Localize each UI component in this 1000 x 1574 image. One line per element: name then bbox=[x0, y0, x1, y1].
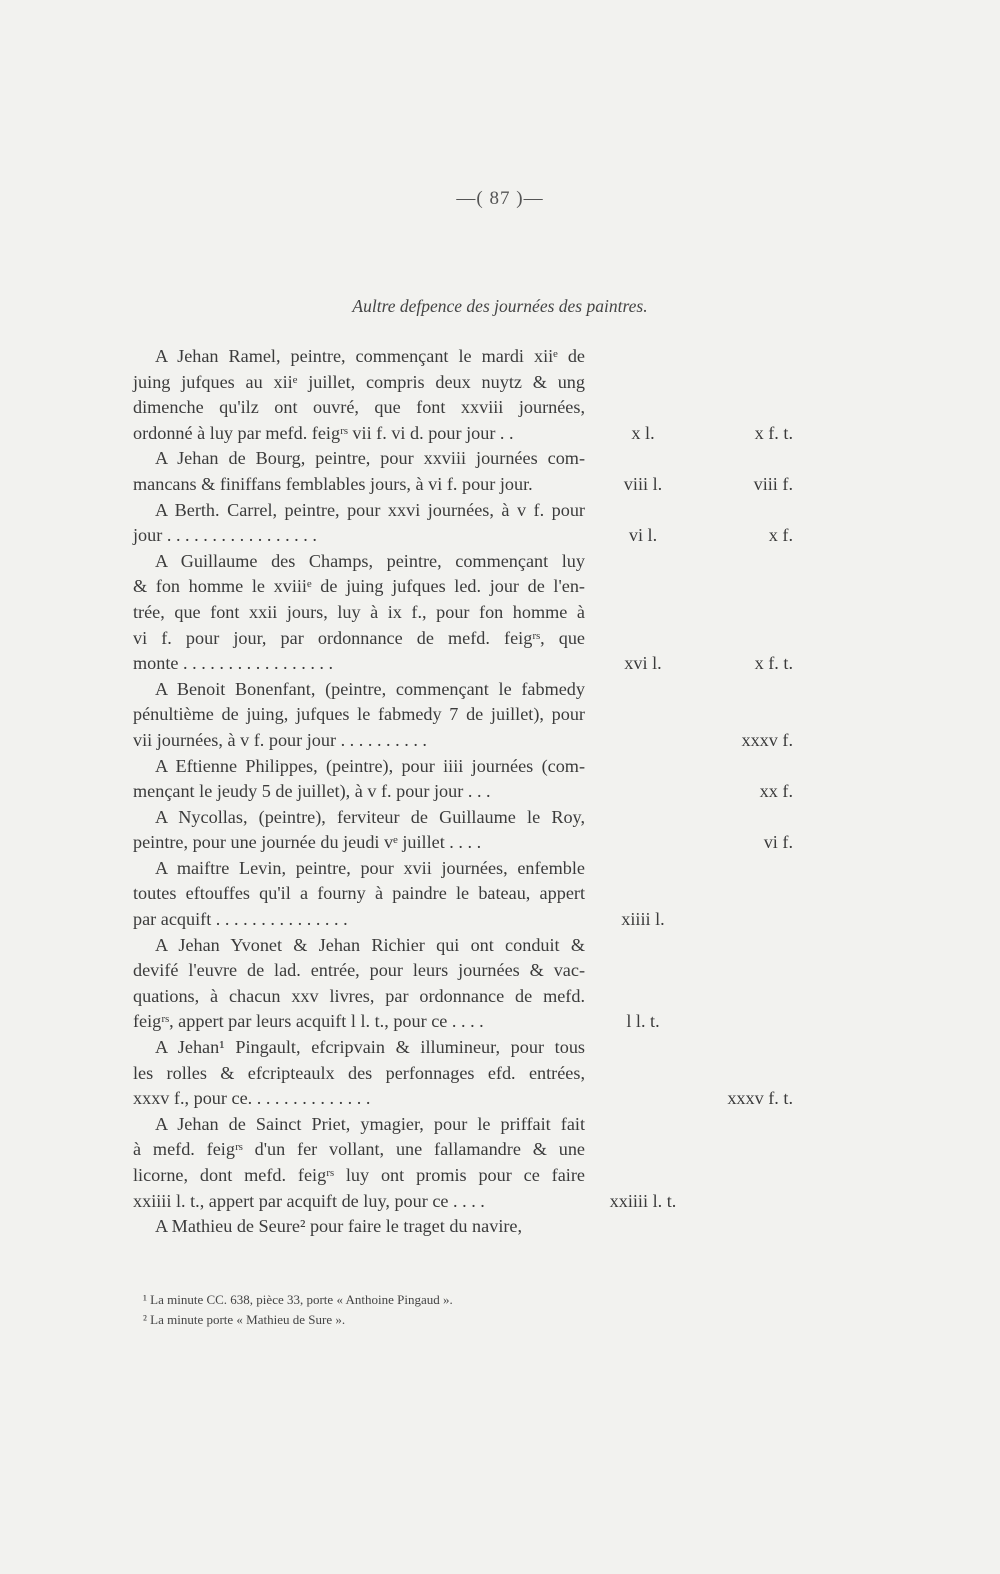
account-entries bbox=[133, 344, 793, 1240]
account-line bbox=[133, 1061, 773, 1087]
account-line bbox=[133, 933, 773, 959]
account-line bbox=[133, 651, 793, 677]
amount-sols: xxxv f. bbox=[741, 729, 793, 750]
line-text: devifé l'euvre de lad. entrée, pour leurs journées & vac- bbox=[133, 960, 585, 981]
line-text: jour . . . . . . . . . . . . . . . . . bbox=[133, 525, 317, 546]
account-line bbox=[133, 728, 793, 754]
amount-sols: x f. t. bbox=[754, 653, 793, 674]
footnotes bbox=[143, 1290, 743, 1330]
line-text: A Jehan de Bourg, peintre, pour xxviii journées com- bbox=[155, 448, 585, 469]
account-line bbox=[133, 1035, 773, 1061]
line-text: quations, à chacun xxv livres, par ordonnance de mefd. bbox=[133, 985, 585, 1006]
account-line bbox=[133, 1112, 773, 1138]
account-line bbox=[133, 549, 773, 575]
account-line bbox=[133, 574, 773, 600]
amount-livres: l l. t. bbox=[626, 1011, 660, 1032]
line-text: feigʳˢ, appert par leurs acquift l l. t., pour ce . . . . bbox=[133, 1011, 484, 1032]
line-text: les rolles & efcripteaulx des perfonnages efd. entrées, bbox=[133, 1062, 585, 1083]
amount-sols: vi f. bbox=[763, 832, 793, 853]
account-line bbox=[133, 1214, 773, 1240]
line-text: mancans & finiffans femblables jours, à vi f. pour jour. bbox=[133, 473, 533, 494]
line-text: vi f. pour jour, par ordonnance de mefd. feigʳˢ, que bbox=[133, 627, 585, 648]
line-text: vii journées, à v f. pour jour . . . . . . . . . . bbox=[133, 729, 427, 750]
account-line bbox=[133, 958, 773, 984]
amount-livres: xxiiii l. t. bbox=[609, 1190, 677, 1211]
line-text: A Nycollas, (peintre), ferviteur de Guillaume le Roy, bbox=[155, 806, 585, 827]
line-text: & fon homme le xviiiᵉ de juing jufques led. jour de l'en- bbox=[133, 576, 585, 597]
account-line bbox=[133, 830, 793, 856]
account-line bbox=[133, 805, 773, 831]
amount-livres: xvi l. bbox=[624, 653, 662, 674]
line-text: A Mathieu de Seure² pour faire le traget du navire, bbox=[155, 1216, 523, 1237]
line-text: xxxv f., pour ce. . . . . . . . . . . . . . bbox=[133, 1088, 371, 1109]
line-text: A Guillaume des Champs, peintre, commençant luy bbox=[155, 550, 585, 571]
account-line bbox=[133, 1086, 793, 1112]
account-line bbox=[133, 1137, 773, 1163]
account-line bbox=[133, 677, 773, 703]
account-line bbox=[133, 1189, 773, 1215]
line-text: dimenche qu'ilz ont ouvré, que font xxviii journées, bbox=[133, 397, 585, 418]
line-text: trée, que font xxii jours, luy à ix f., pour fon homme à bbox=[133, 601, 585, 622]
line-text: mençant le jeudy 5 de juillet), à v f. pour jour . . . bbox=[133, 781, 491, 802]
amount-livres: vi l. bbox=[628, 525, 658, 546]
amount-sols: x f. bbox=[768, 525, 793, 546]
section-heading: Aultre defpence des journées des paintres. bbox=[352, 296, 648, 316]
amount-sols: viii f. bbox=[753, 473, 793, 494]
account-line bbox=[133, 779, 793, 805]
account-line bbox=[133, 1163, 773, 1189]
account-line bbox=[133, 702, 773, 728]
line-text: A Jehan de Sainct Priet, ymagier, pour le priffait fait bbox=[155, 1113, 585, 1134]
account-line bbox=[133, 421, 793, 447]
account-line bbox=[133, 523, 793, 549]
line-text: toutes eftouffes qu'il a fourny à paindre le bateau, appert bbox=[133, 883, 585, 904]
line-text: A Jehan Yvonet & Jehan Richier qui ont conduit & bbox=[155, 934, 585, 955]
account-line bbox=[133, 856, 773, 882]
account-line bbox=[133, 1009, 773, 1035]
line-text: A Eftienne Philippes, (peintre), pour iiii journées (com- bbox=[155, 755, 585, 776]
amount-sols: xx f. bbox=[759, 781, 793, 802]
account-line bbox=[133, 626, 773, 652]
amount-livres: viii l. bbox=[623, 473, 663, 494]
line-text: A Jehan¹ Pingault, efcripvain & illumineur, pour tous bbox=[155, 1037, 585, 1058]
line-text: peintre, pour une journée du jeudi vᵉ juillet . . . . bbox=[133, 832, 482, 853]
line-text: ordonné à luy par mefd. feigʳˢ vii f. vi d. pour jour . . bbox=[133, 422, 514, 443]
account-line bbox=[133, 472, 793, 498]
account-line bbox=[133, 907, 773, 933]
account-line bbox=[133, 498, 773, 524]
amount-sols: x f. t. bbox=[754, 422, 793, 443]
footnote: ¹ La minute CC. 638, pièce 33, porte « Anthoine Pingaud ». bbox=[143, 1292, 453, 1307]
line-text: xxiiii l. t., appert par acquift de luy, pour ce . . . . bbox=[133, 1190, 485, 1211]
account-line bbox=[133, 395, 773, 421]
line-text: pénultième de juing, jufques le fabmedy 7 de juillet), pour bbox=[133, 704, 585, 725]
account-line bbox=[133, 600, 773, 626]
line-text: par acquift . . . . . . . . . . . . . . . bbox=[133, 909, 348, 930]
amount-livres: xiiii l. bbox=[621, 909, 665, 930]
account-line bbox=[133, 344, 773, 370]
account-line bbox=[133, 370, 773, 396]
line-text: à mefd. feigʳˢ d'un fer vollant, une fallamandre & une bbox=[133, 1139, 585, 1160]
line-text: A Jehan Ramel, peintre, commençant le mardi xiiᵉ de bbox=[155, 346, 585, 366]
line-text: A Benoit Bonenfant, (peintre, commençant le fabmedy bbox=[155, 678, 585, 699]
footnote: ² La minute porte « Mathieu de Sure ». bbox=[143, 1312, 346, 1327]
line-text: monte . . . . . . . . . . . . . . . . . bbox=[133, 653, 334, 674]
account-line bbox=[133, 984, 773, 1010]
page-number: —( 87 )— bbox=[456, 188, 544, 209]
line-text: juing jufques au xiiᵉ juillet, compris deux nuytz & ung bbox=[133, 371, 585, 392]
account-line bbox=[133, 754, 773, 780]
amount-livres: x l. bbox=[631, 422, 655, 443]
line-text: A maiftre Levin, peintre, pour xvii journées, enfemble bbox=[155, 857, 585, 878]
line-text: A Berth. Carrel, peintre, pour xxvi journées, à v f. pour bbox=[155, 499, 585, 520]
account-line bbox=[133, 881, 773, 907]
account-line bbox=[133, 446, 773, 472]
line-text: licorne, dont mefd. feigʳˢ luy ont promis pour ce faire bbox=[133, 1165, 585, 1185]
amount-sols: xxxv f. t. bbox=[727, 1088, 793, 1109]
